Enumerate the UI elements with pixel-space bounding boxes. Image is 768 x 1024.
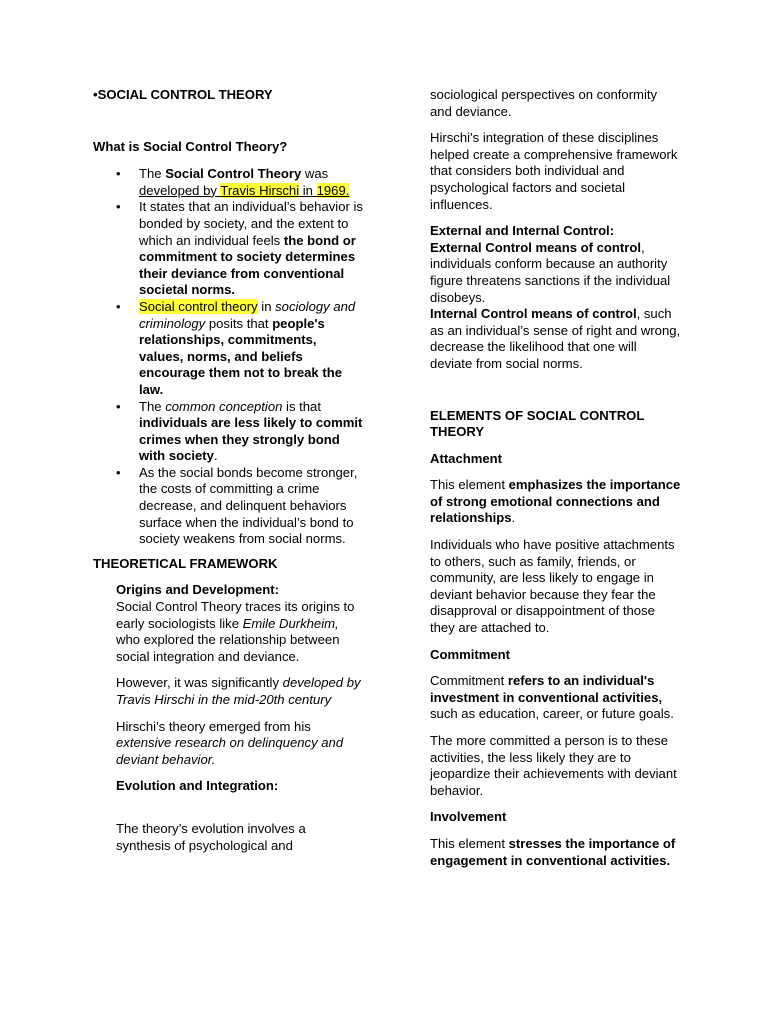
bullet-icon: • [116, 398, 121, 414]
attachment-paragraph-2: Individuals who have positive attachments to others, such as family, friends, or community, are less likely to engage in deviant behavior because they fear the disapproval or disappointment of those they are attached to. [430, 537, 675, 636]
commitment-heading: Commitment [430, 646, 511, 662]
evolution-heading: Evolution and Integration: [116, 778, 279, 794]
definition-list [116, 166, 363, 548]
list-item: • The common conception is that individuals are less likely to commit crimes when they strongly bond with society. [116, 398, 363, 464]
bullet-icon: • [116, 464, 121, 480]
however-paragraph: However, it was significantly developed by Travis Hirschi in the mid-20th century [116, 675, 361, 707]
bullet-icon: • [116, 298, 121, 314]
origins-heading: Origins and Development: [116, 582, 279, 598]
list-item: • Social control theory in sociology and criminology posits that people's relationships, commitments, values, norms, and beliefs encourage them not to break the law. [116, 298, 356, 397]
hirschi-integration-paragraph: Hirschi’s integration of these disciplines helped create a comprehensive framework that considers both individual and psychological factors and societal influences. [430, 130, 678, 212]
involvement-heading: Involvement [430, 809, 507, 825]
commitment-paragraph: Commitment refers to an individual's investment in conventional activities, such as education, career, or future goals. [430, 673, 674, 722]
commitment-paragraph-2: The more committed a person is to these activities, the less likely they are to jeopardize their achievements with deviant behavior. [430, 733, 677, 798]
internal-control-paragraph: Internal Control means of control, such as an individual’s sense of right and wrong, decrease the likelihood that one will deviate from social norms. [430, 306, 681, 371]
left-column [93, 87, 363, 854]
attachment-heading: Attachment [430, 450, 503, 466]
origins-section [116, 582, 363, 854]
hirschi-paragraph: Hirschi’s theory emerged from his extensive research on delinquency and deviant behavior. [116, 718, 344, 767]
external-control-paragraph: External Control means of control, individuals conform because an authority figure threatens sanctions if the individual disobeys. [430, 239, 671, 305]
list-item: • It states that an individual’s behavior is bonded by society, and the extent to which an individual feels the bond or commitment to society determines their deviance from conventional societal norms. [116, 199, 363, 298]
list-item: • As the social bonds become stronger, the costs of committing a crime decrease, and delinquent behaviors surface when the individual’s bond to society weakens from social norms. [116, 464, 358, 547]
attachment-paragraph: This element emphasizes the importance of strong emotional connections and relationships. [430, 477, 681, 526]
origins-paragraph: Social Control Theory traces its origins to early sociologists like Emile Durkheim, who explored the relationship between social integration and deviance. [116, 599, 355, 664]
involvement-paragraph: This element stresses the importance of engagement in conventional activities. [430, 835, 676, 868]
section-question: What is Social Control Theory? [93, 138, 288, 154]
control-heading: External and Internal Control: [430, 223, 615, 239]
evolution-paragraph: The theory’s evolution involves a synthesis of psychological and [116, 820, 306, 853]
bullet-icon: • [116, 199, 121, 215]
continued-paragraph: sociological perspectives on conformity and deviance. [430, 87, 658, 119]
elements-heading: ELEMENTS OF SOCIAL CONTROL THEORY [430, 407, 645, 440]
list-item: • The Social Control Theory was developed by Travis Hirschi in 1969. [116, 166, 350, 198]
framework-heading: THEORETICAL FRAMEWORK [93, 555, 278, 571]
right-column [430, 87, 682, 869]
bullet-icon: • [116, 166, 121, 182]
doc-title: •SOCIAL CONTROL THEORY [93, 87, 273, 102]
